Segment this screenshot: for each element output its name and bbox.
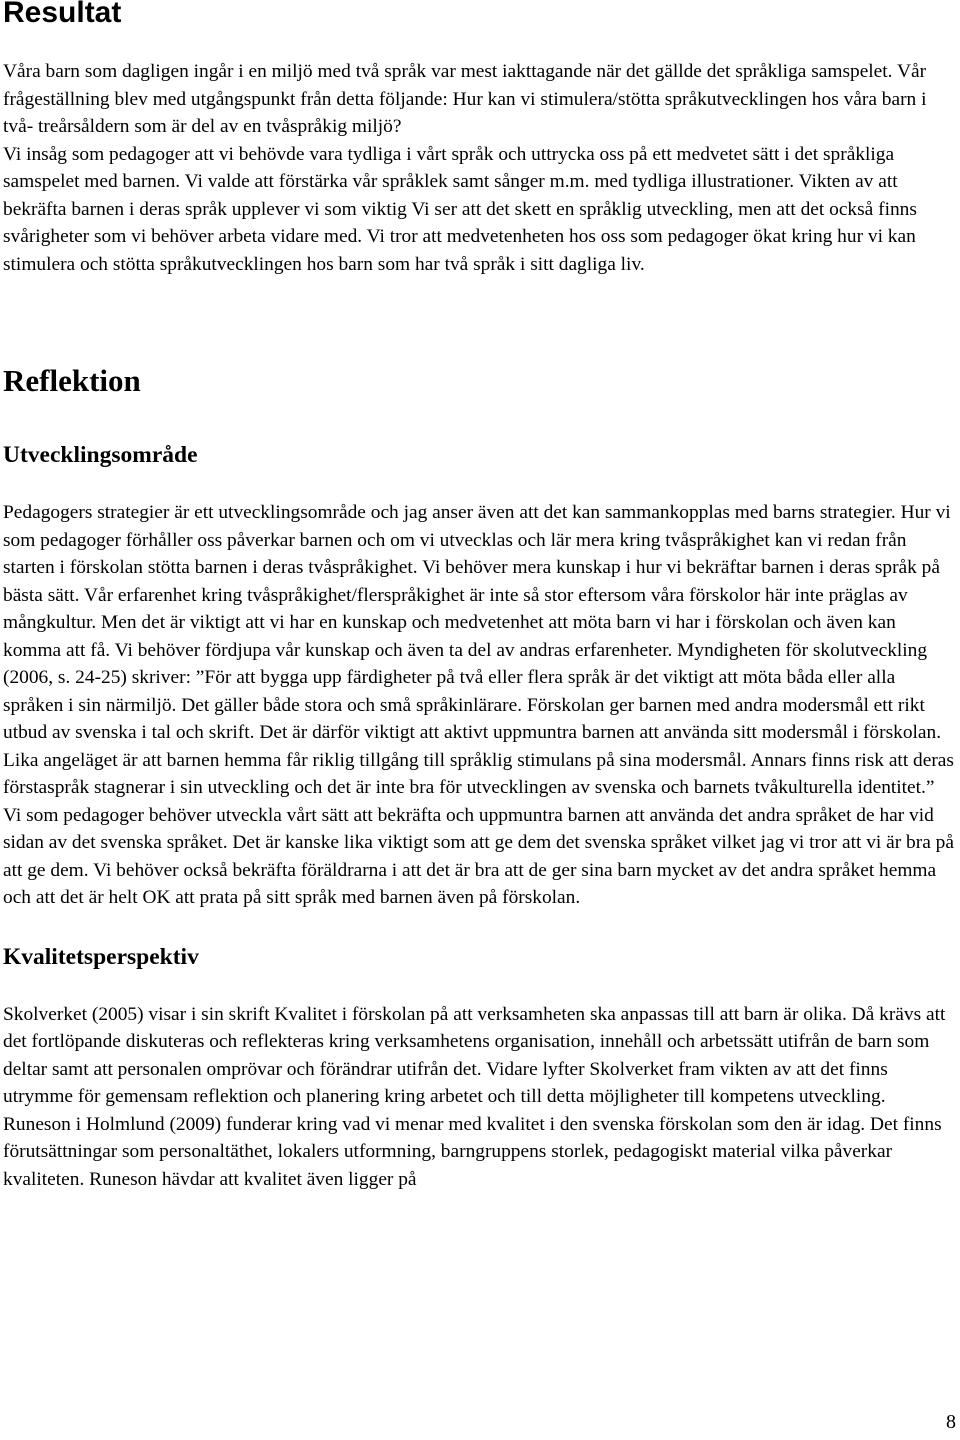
heading-reflektion: Reflektion (3, 363, 141, 398)
spacer (3, 30, 955, 58)
paragraph-utvecklingsomrade-1: Pedagogers strategier är ett utvecklingsområde och jag anser även att det kan sammankopplas med barns strategier. Hur vi som pedagoger förhåller oss påverkar barnen och om vi utvecklas och lär mera kring tvåspråkighet kan vi redan från starten i förskolan stötta barnen i deras tvåspråkighet. Vi behöver mera kunskap i hur vi bekräftar barnen i deras språk på bästa sätt. Vår erfarenhet kring tvåspråkighet/flerspråkighet är inte så stor eftersom våra förskolor här inte präglas av mångkultur. Men det är viktigt att vi har en kunskap och medvetenhet att möta barn vi har i förskolan och även kan komma att få. Vi behöver fördjupa vår kunskap och även ta del av andras erfarenheter. Myndigheten för skolutveckling (2006, s. 24-25) skriver: ”För att bygga upp färdigheter på två eller flera språk är det viktigt att möta båda eller alla språken i sin närmiljö. Det gäller både stora och små språkinlärare. Förskolan ger barnen med andra modersmål ett rikt utbud av svenska i tal och skrift. Det är därför viktigt att aktivt uppmuntra barnen att använda sitt modersmål i förskolan. Lika angeläget är att barnen hemma får riklig tillgång till språklig stimulans på sina modersmål. Annars finns risk att deras förstaspråk stagnerar i sin utveckling och det är inte bra för utvecklingen av svenska och barnets tvåkulturella identitet.” (3, 502, 954, 798)
spacer (3, 971, 955, 1001)
heading-utvecklingsomrade: Utvecklingsområde (3, 442, 198, 468)
spacer (3, 912, 955, 943)
paragraph-utvecklingsomrade-2: Vi som pedagoger behöver utveckla vårt sätt att bekräfta och uppmuntra barnen att använda det andra språket de har vid sidan av det svenska språket. Det är kanske lika viktigt som att ge dem det svenska språket vilket jag vi tror att vi är bra på att ge dem. Vi behöver också bekräfta föräldrarna i att det är bra att de ger sina barn mycket av det andra språket hemma och att det är helt OK att prata på sitt språk med barnen även på förskolan. (3, 804, 954, 908)
paragraph-resultat-1: Våra barn som dagligen ingår i en miljö med två språk var mest iakttagande när det gällde det språkliga samspelet. Vår frågeställning blev med utgångspunkt från detta följande: Hur kan vi stimulera/stötta språkutvecklingen hos våra barn i två- treårsåldern som är del av en tvåspråkig miljö? (3, 61, 927, 137)
paragraph-kvalitetsperspektiv-2: Runeson i Holmlund (2009) funderar kring vad vi menar med kvalitet i den svenska förskolan som den är idag. Det finns förutsättningar som personaltäthet, lokalers utformning, barngruppens storlek, pedagogiskt material vilka påverkar kvaliteten. Runeson hävdar att kvalitet även ligger på (3, 1113, 942, 1190)
spacer (3, 278, 955, 363)
paragraph-resultat-2: Vi insåg som pedagoger att vi behövde vara tydliga i vårt språk och uttrycka oss på ett medvetet sätt i det språkliga samspelet med barnen. Vi valde att förstärka vår språklek samt sånger m.m. med tydliga illustrationer. Vikten av att bekräfta barnen i deras språk upplever vi som viktig Vi ser att det skett en språklig utveckling, men att det också finns svårigheter som vi behöver arbeta vidare med. Vi tror att medvetenheten hos oss som pedagoger ökat kring hur vi kan stimulera och stötta språkutvecklingen hos barn som har två språk i sitt dagliga liv. (3, 143, 917, 275)
spacer (3, 469, 955, 499)
document-page (3, 0, 955, 1193)
heading-resultat: Resultat (3, 0, 122, 29)
spacer (3, 399, 955, 441)
heading-kvalitetsperspektiv: Kvalitetsperspektiv (3, 943, 199, 970)
page-number: 8 (946, 1411, 956, 1433)
paragraph-kvalitetsperspektiv-1: Skolverket (2005) visar i sin skrift Kvalitet i förskolan på att verksamheten ska anpassas till att barn är olika. Då krävs att det fortlöpande diskuteras och reflekteras kring verksamhetens organisation, innehåll och arbetssätt utifrån de barn som deltar samt att personalen omprövar och förändrar utifrån det. Vidare lyfter Skolverket fram vikten av att det finns utrymme för gemensam reflektion och planering kring arbetet och till detta möjligheter till kompetens utveckling. (3, 1003, 946, 1107)
